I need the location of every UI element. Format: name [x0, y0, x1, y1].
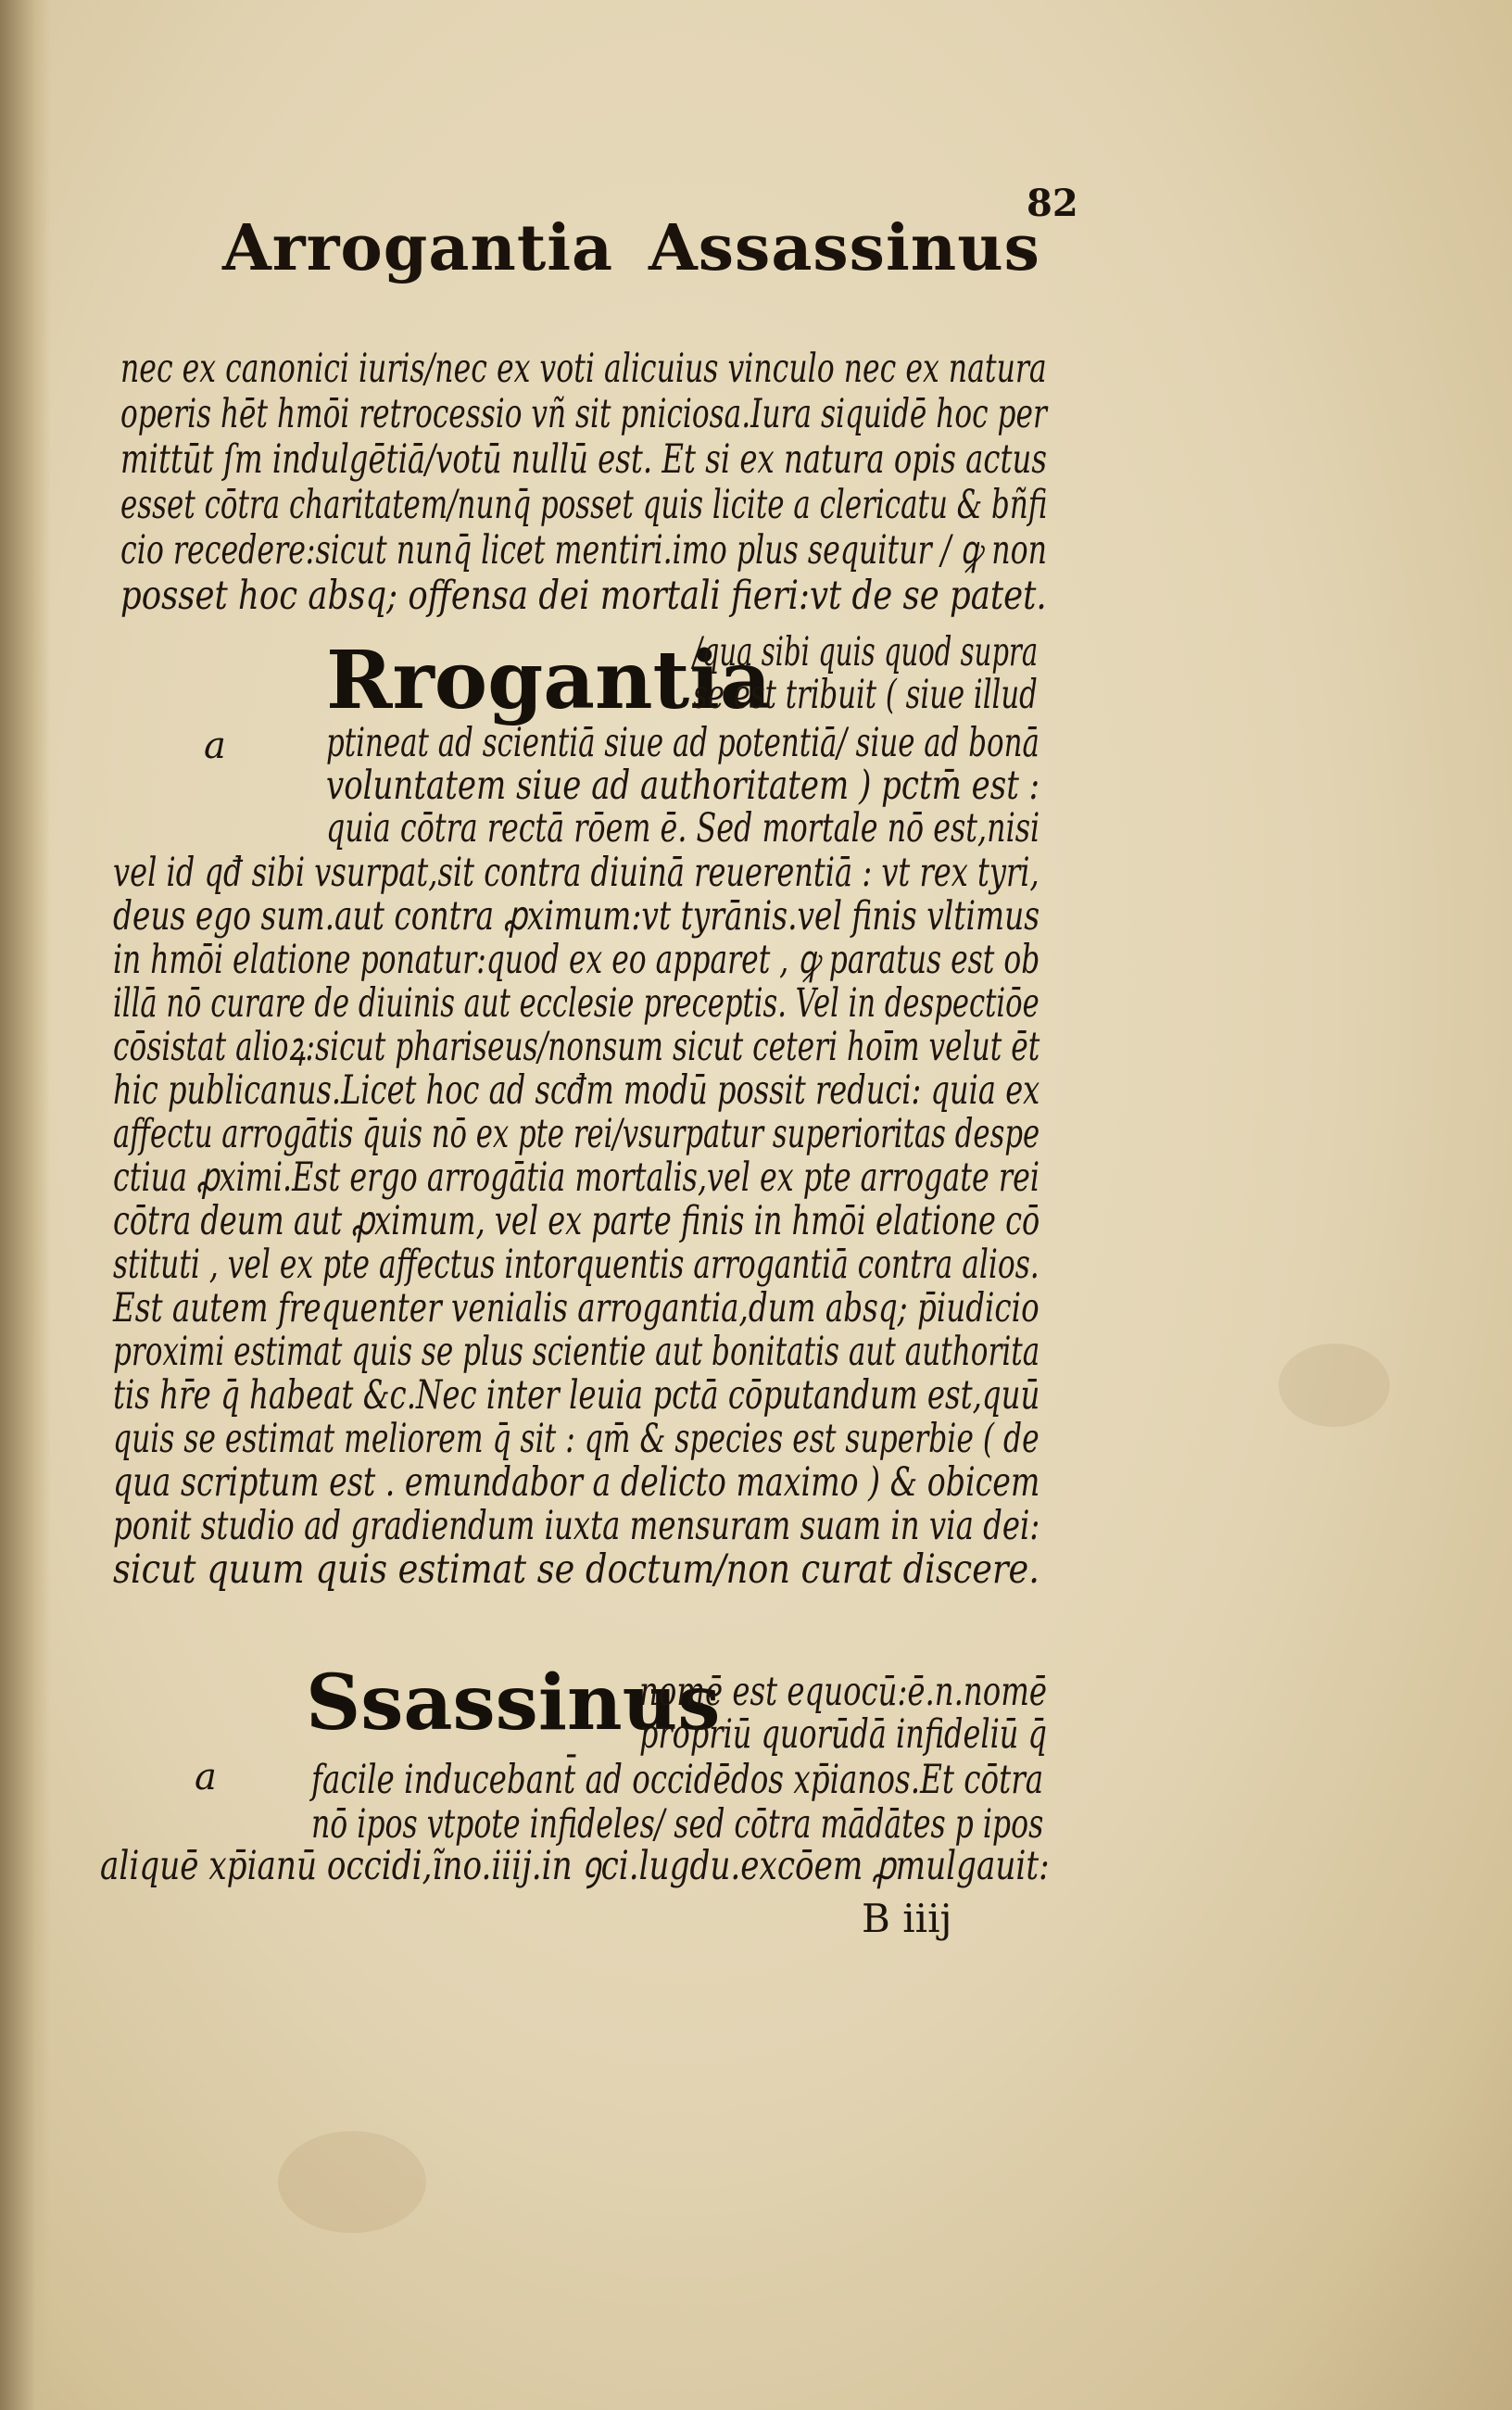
- text-line: cio recedere:sicut nunq̄ licet mentiri.imo plus sequitur / ꝙ non: [120, 527, 1047, 574]
- text-line: quis se estimat meliorem q̄ sit : qm̄ & species est superbie ( de: [113, 1416, 1040, 1462]
- text-line: affectu arrogātis q̄uis nō ex pte rei/vsurpatur superioritas despe: [113, 1111, 1040, 1157]
- text-line: nomē est equocū:ē.n.nomē: [639, 1669, 1048, 1715]
- text-line: illā nō curare de diuinis aut ecclesie preceptis. Vel in despectiōe: [113, 980, 1040, 1027]
- text-line: operis hēt hmōi retrocessio vñ sit pniciosa.Iura siquidē hoc per: [120, 391, 1047, 437]
- text-line: facile inducebant̄ ad occidēdos xp̄ianos.Et cōtra: [311, 1757, 1044, 1803]
- signature-mark: B iiij: [862, 1896, 952, 1941]
- text-line: tis hr̄e q̄ habeat &c.Nec inter leuia pctā cōputandum est,quū: [113, 1372, 1040, 1419]
- text-line: se est tribuit ( siue illud: [693, 672, 1038, 718]
- text-line: hic publicanus.Licet hoc ad scđm modū possit reduci: quia ex: [113, 1067, 1040, 1114]
- running-header-left: Arrogantia: [222, 211, 614, 285]
- text-line: stituti , vel ex pte affectus intorquentis arrogantiā contra alios.: [113, 1242, 1040, 1288]
- entry-initial-assassinus: Ssassinus: [306, 1659, 721, 1748]
- text-line: /qua sibi quis quod supra: [693, 629, 1039, 675]
- text-line: cōtra deum aut ꝓximum, vel ex parte finis in hmōi elatione cō: [113, 1198, 1040, 1244]
- margin-mark-a: a: [204, 725, 226, 767]
- text-line: nec ex canonici iuris/nec ex voti alicuius vinculo nec ex natura: [120, 346, 1047, 392]
- folio-number: 82: [1027, 182, 1078, 225]
- text-line: Est autem frequenter venialis arrogantia,dum absq; p̄iudicio: [113, 1285, 1040, 1331]
- text-line: mittūt ſm indulgētiā/votū nullū est. Et si ex natura opis actus: [120, 436, 1047, 483]
- gutter-shadow: [0, 0, 51, 2410]
- text-line: ponit studio ad gradiendum iuxta mensuram suam in via dei:: [113, 1503, 1040, 1549]
- text-line: esset cōtra charitatem/nunq̄ posset quis licite a clericatu & bñfi: [120, 482, 1048, 528]
- text-line: sicut quum quis estimat se doctum/non curat discere.: [113, 1546, 1040, 1593]
- text-line: voluntatem siue ad authoritatem ) pctm̄ est :: [326, 763, 1040, 809]
- foxing-stain: [278, 2131, 426, 2233]
- text-line: in hmōi elatione ponatur:quod ex eo apparet , ꝙ paratus est ob: [113, 937, 1040, 983]
- text-line: nō ipos vtpote infideles/ sed cōtra mādātes p ipos: [311, 1801, 1044, 1848]
- running-header-right: Assassinus: [649, 211, 1040, 285]
- text-line: proximi estimat quis se plus scientie aut bonitatis aut authorita: [113, 1329, 1040, 1375]
- text-line: posset hoc absq; offensa dei mortali fieri:vt de se patet.: [120, 573, 1047, 619]
- text-line: quia cōtra rectā rōem ē. Sed mortale nō est,nisi: [326, 805, 1040, 852]
- text-line: aliquē xp̄ianū occidi,ĩno.iiij.in ꝯci.lugdu.excōem ꝓmulgauit:: [100, 1843, 1050, 1889]
- text-line: qua scriptum est . emundabor a delicto maximo ) & obicem: [113, 1459, 1040, 1506]
- text-line: ptineat ad scientiā siue ad potentiā/ siue ad bonā: [326, 720, 1040, 766]
- text-line: cōsistat alioꝝ:sicut phariseus/nonsum sicut ceteri hoīm velut ēt: [113, 1024, 1040, 1070]
- margin-mark-a: a: [195, 1756, 217, 1798]
- text-line: deus ego sum.aut contra ꝓximum:vt tyrānis.vel finis vltimus: [113, 893, 1040, 940]
- foxing-stain: [1279, 1344, 1390, 1427]
- text-line: propriū quorūdā infideliū q̄: [639, 1711, 1047, 1758]
- text-line: ctiua ꝓximi.Est ergo arrogātia mortalis,vel ex pte arrogate rei: [113, 1155, 1040, 1201]
- text-line: vel id qđ sibi vsurpat,sit contra diuinā reuerentiā : vt rex tyri,: [113, 850, 1040, 896]
- entry-initial-arrogantia: Rrogantia: [326, 634, 772, 727]
